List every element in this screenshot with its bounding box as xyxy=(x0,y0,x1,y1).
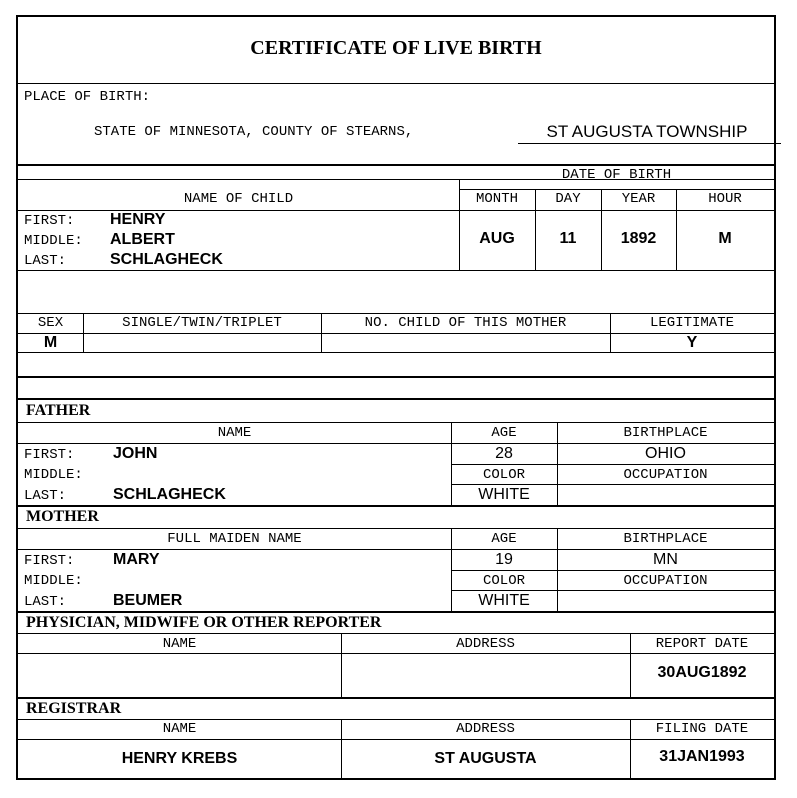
divider xyxy=(451,590,774,591)
mother-section-title: MOTHER xyxy=(26,508,99,525)
father-age-header: AGE xyxy=(491,425,517,441)
state-county-text: STATE OF MINNESOTA, COUNTY OF STEARNS, xyxy=(94,124,414,140)
mother-age: 19 xyxy=(495,551,513,568)
legitimate-header: LEGITIMATE xyxy=(649,315,734,331)
mother-first-label: FIRST: xyxy=(24,553,75,569)
divider xyxy=(18,270,774,271)
father-first-name: JOHN xyxy=(113,445,158,462)
divider xyxy=(451,570,774,571)
sex-header: SEX xyxy=(37,315,64,331)
father-age: 28 xyxy=(495,445,513,462)
father-occupation-header: OCCUPATION xyxy=(623,467,708,483)
father-birthplace-header: BIRTHPLACE xyxy=(623,425,708,441)
father-name-header: NAME xyxy=(217,425,252,441)
divider xyxy=(18,549,774,550)
divider xyxy=(18,739,774,740)
township-underline xyxy=(518,143,781,144)
legitimate-value: Y xyxy=(686,334,698,351)
mother-color: WHITE xyxy=(478,592,530,609)
birth-township: ST AUGUSTA TOWNSHIP xyxy=(546,122,748,141)
reporter-address-header: ADDRESS xyxy=(456,636,515,652)
mother-age-header: AGE xyxy=(491,531,517,547)
divider xyxy=(18,528,774,529)
mother-first-name: MARY xyxy=(113,551,160,568)
plurality-header: SINGLE/TWIN/TRIPLET xyxy=(122,315,282,331)
father-color-header: COLOR xyxy=(482,467,525,483)
father-last-name: SCHLAGHECK xyxy=(113,486,226,503)
filing-date-header: FILING DATE xyxy=(655,721,749,737)
father-birthplace: OHIO xyxy=(645,445,686,462)
father-color: WHITE xyxy=(478,486,530,503)
divider xyxy=(18,313,774,314)
divider xyxy=(18,164,774,166)
registrar-section-title: REGISTRAR xyxy=(26,700,122,717)
mother-last-name: BEUMER xyxy=(113,592,183,609)
year-header: YEAR xyxy=(621,191,656,207)
registrar-address: ST AUGUSTA xyxy=(434,750,537,767)
divider xyxy=(18,376,774,378)
registrar-name-header: NAME xyxy=(162,721,197,737)
mother-middle-label: MIDDLE: xyxy=(24,573,83,589)
divider xyxy=(18,398,774,400)
divider xyxy=(18,653,774,654)
child-last-name: SCHLAGHECK xyxy=(110,251,223,268)
divider xyxy=(18,352,774,353)
hour-header: HOUR xyxy=(708,191,742,207)
filing-date: 31JAN1993 xyxy=(659,748,745,765)
father-first-label: FIRST: xyxy=(24,447,75,463)
mother-color-header: COLOR xyxy=(482,573,525,589)
mother-name-header: FULL MAIDEN NAME xyxy=(167,531,302,547)
divider xyxy=(18,611,774,613)
mother-birthplace-header: BIRTHPLACE xyxy=(623,531,708,547)
birth-year: 1892 xyxy=(620,230,657,247)
divider xyxy=(18,697,774,699)
father-middle-label: MIDDLE: xyxy=(24,467,83,483)
mother-last-label: LAST: xyxy=(24,594,67,610)
divider xyxy=(18,83,774,84)
reporter-section-title: PHYSICIAN, MIDWIFE OR OTHER REPORTER xyxy=(26,614,382,631)
mother-birthplace: MN xyxy=(653,551,678,568)
date-of-birth-header: DATE OF BIRTH xyxy=(561,167,672,183)
birth-day: 11 xyxy=(559,230,577,247)
divider xyxy=(459,189,774,190)
divider xyxy=(451,484,774,485)
sex-value: M xyxy=(43,334,58,351)
father-section-title: FATHER xyxy=(26,402,91,419)
child-middle-name: ALBERT xyxy=(110,231,175,248)
certificate-title: CERTIFICATE OF LIVE BIRTH xyxy=(250,37,542,59)
child-last-label: LAST: xyxy=(24,253,67,269)
birth-certificate xyxy=(16,15,776,780)
month-header: MONTH xyxy=(475,191,518,207)
divider xyxy=(18,719,774,720)
child-middle-label: MIDDLE: xyxy=(24,233,83,249)
name-of-child-header: NAME OF CHILD xyxy=(183,191,294,207)
birth-month: AUG xyxy=(479,230,515,247)
registrar-name: HENRY KREBS xyxy=(121,750,238,767)
divider xyxy=(18,443,774,444)
child-first-label: FIRST: xyxy=(24,213,75,229)
mother-occupation-header: OCCUPATION xyxy=(623,573,708,589)
registrar-address-header: ADDRESS xyxy=(456,721,515,737)
place-of-birth-label: PLACE OF BIRTH: xyxy=(24,89,151,105)
divider xyxy=(18,505,774,507)
birth-hour: M xyxy=(718,230,732,247)
report-date: 30AUG1892 xyxy=(657,664,747,681)
reporter-name-header: NAME xyxy=(162,636,197,652)
divider xyxy=(18,422,774,423)
report-date-header: REPORT DATE xyxy=(655,636,749,652)
day-header: DAY xyxy=(555,191,581,207)
child-first-name: HENRY xyxy=(110,211,166,228)
child-number-header: NO. CHILD OF THIS MOTHER xyxy=(364,315,567,331)
divider xyxy=(451,464,774,465)
father-last-label: LAST: xyxy=(24,488,67,504)
divider xyxy=(18,633,774,634)
